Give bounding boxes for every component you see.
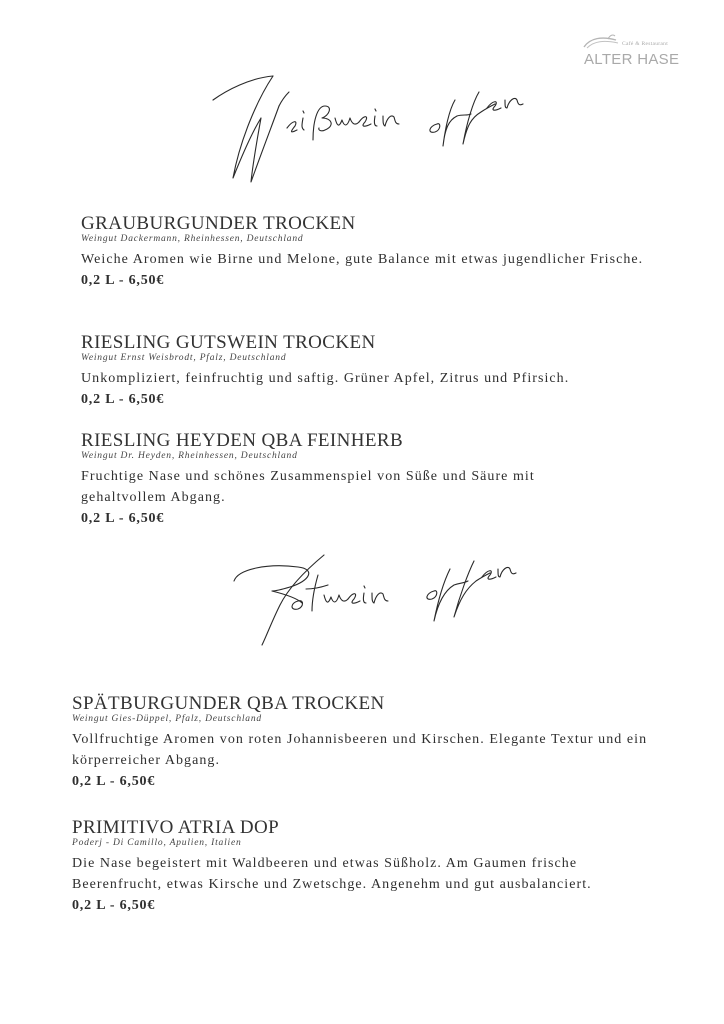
wine-description: Weiche Aromen wie Birne und Melone, gute Balance mit etwas jugendlicher Frische. [81, 252, 644, 267]
rotwein-script-graphic [228, 545, 518, 655]
wine-name: PRIMITIVO ATRIA DOP [72, 817, 280, 838]
wine-price: 0,2 L - 6,50€ [81, 392, 165, 407]
wine-item [81, 431, 681, 530]
wine-name: RIESLING GUTSWEIN TROCKEN [81, 332, 376, 353]
logo-subtitle: Café & Restaurant [622, 41, 669, 47]
section-heading-rotwein [228, 545, 518, 655]
wine-producer: Weingut Gies-Düppel, Pfalz, Deutschland [72, 714, 262, 724]
wine-name: GRAUBURGUNDER TROCKEN [81, 213, 356, 234]
wine-item [81, 214, 681, 292]
wine-description: Vollfruchtige Aromen von roten Johannisbeeren und Kirschen. Elegante Textur und ein körperreicher Abgang. [72, 732, 648, 768]
section-heading-weisswein [205, 70, 535, 195]
wine-producer: Weingut Dackermann, Rheinhessen, Deutschland [81, 234, 304, 244]
wine-producer: Weingut Dr. Heyden, Rheinhessen, Deutschland [81, 451, 298, 461]
hare-logo-icon [582, 34, 622, 50]
wine-price: 0,2 L - 6,50€ [81, 273, 165, 288]
wine-name: RIESLING HEYDEN QBA FEINHERB [81, 430, 404, 451]
wine-item [72, 818, 692, 917]
wine-description: Fruchtige Nase und schönes Zusammenspiel von Süße und Säure mit gehaltvollem Abgang. [81, 469, 535, 505]
wine-price: 0,2 L - 6,50€ [72, 898, 156, 913]
wine-description: Unkompliziert, feinfruchtig und saftig. Grüner Apfel, Zitrus und Pfirsich. [81, 371, 570, 386]
logo-name: ALTER HASE [584, 51, 680, 68]
wine-item [72, 694, 692, 793]
weisswein-script-graphic [205, 70, 535, 195]
wine-name: SPÄTBURGUNDER QBA TROCKEN [72, 693, 385, 714]
wine-producer: Poderj - Di Camillo, Apulien, Italien [72, 838, 242, 848]
restaurant-logo [578, 32, 690, 68]
wine-item [81, 333, 681, 411]
wine-producer: Weingut Ernst Weisbrodt, Pfalz, Deutschland [81, 353, 287, 363]
wine-price: 0,2 L - 6,50€ [72, 774, 156, 789]
wine-description: Die Nase begeistert mit Waldbeeren und etwas Süßholz. Am Gaumen frische Beerenfrucht, etwas Kirsche und Zwetschge. Angenehm und gut ausbalanciert. [72, 856, 592, 892]
wine-price: 0,2 L - 6,50€ [81, 511, 165, 526]
